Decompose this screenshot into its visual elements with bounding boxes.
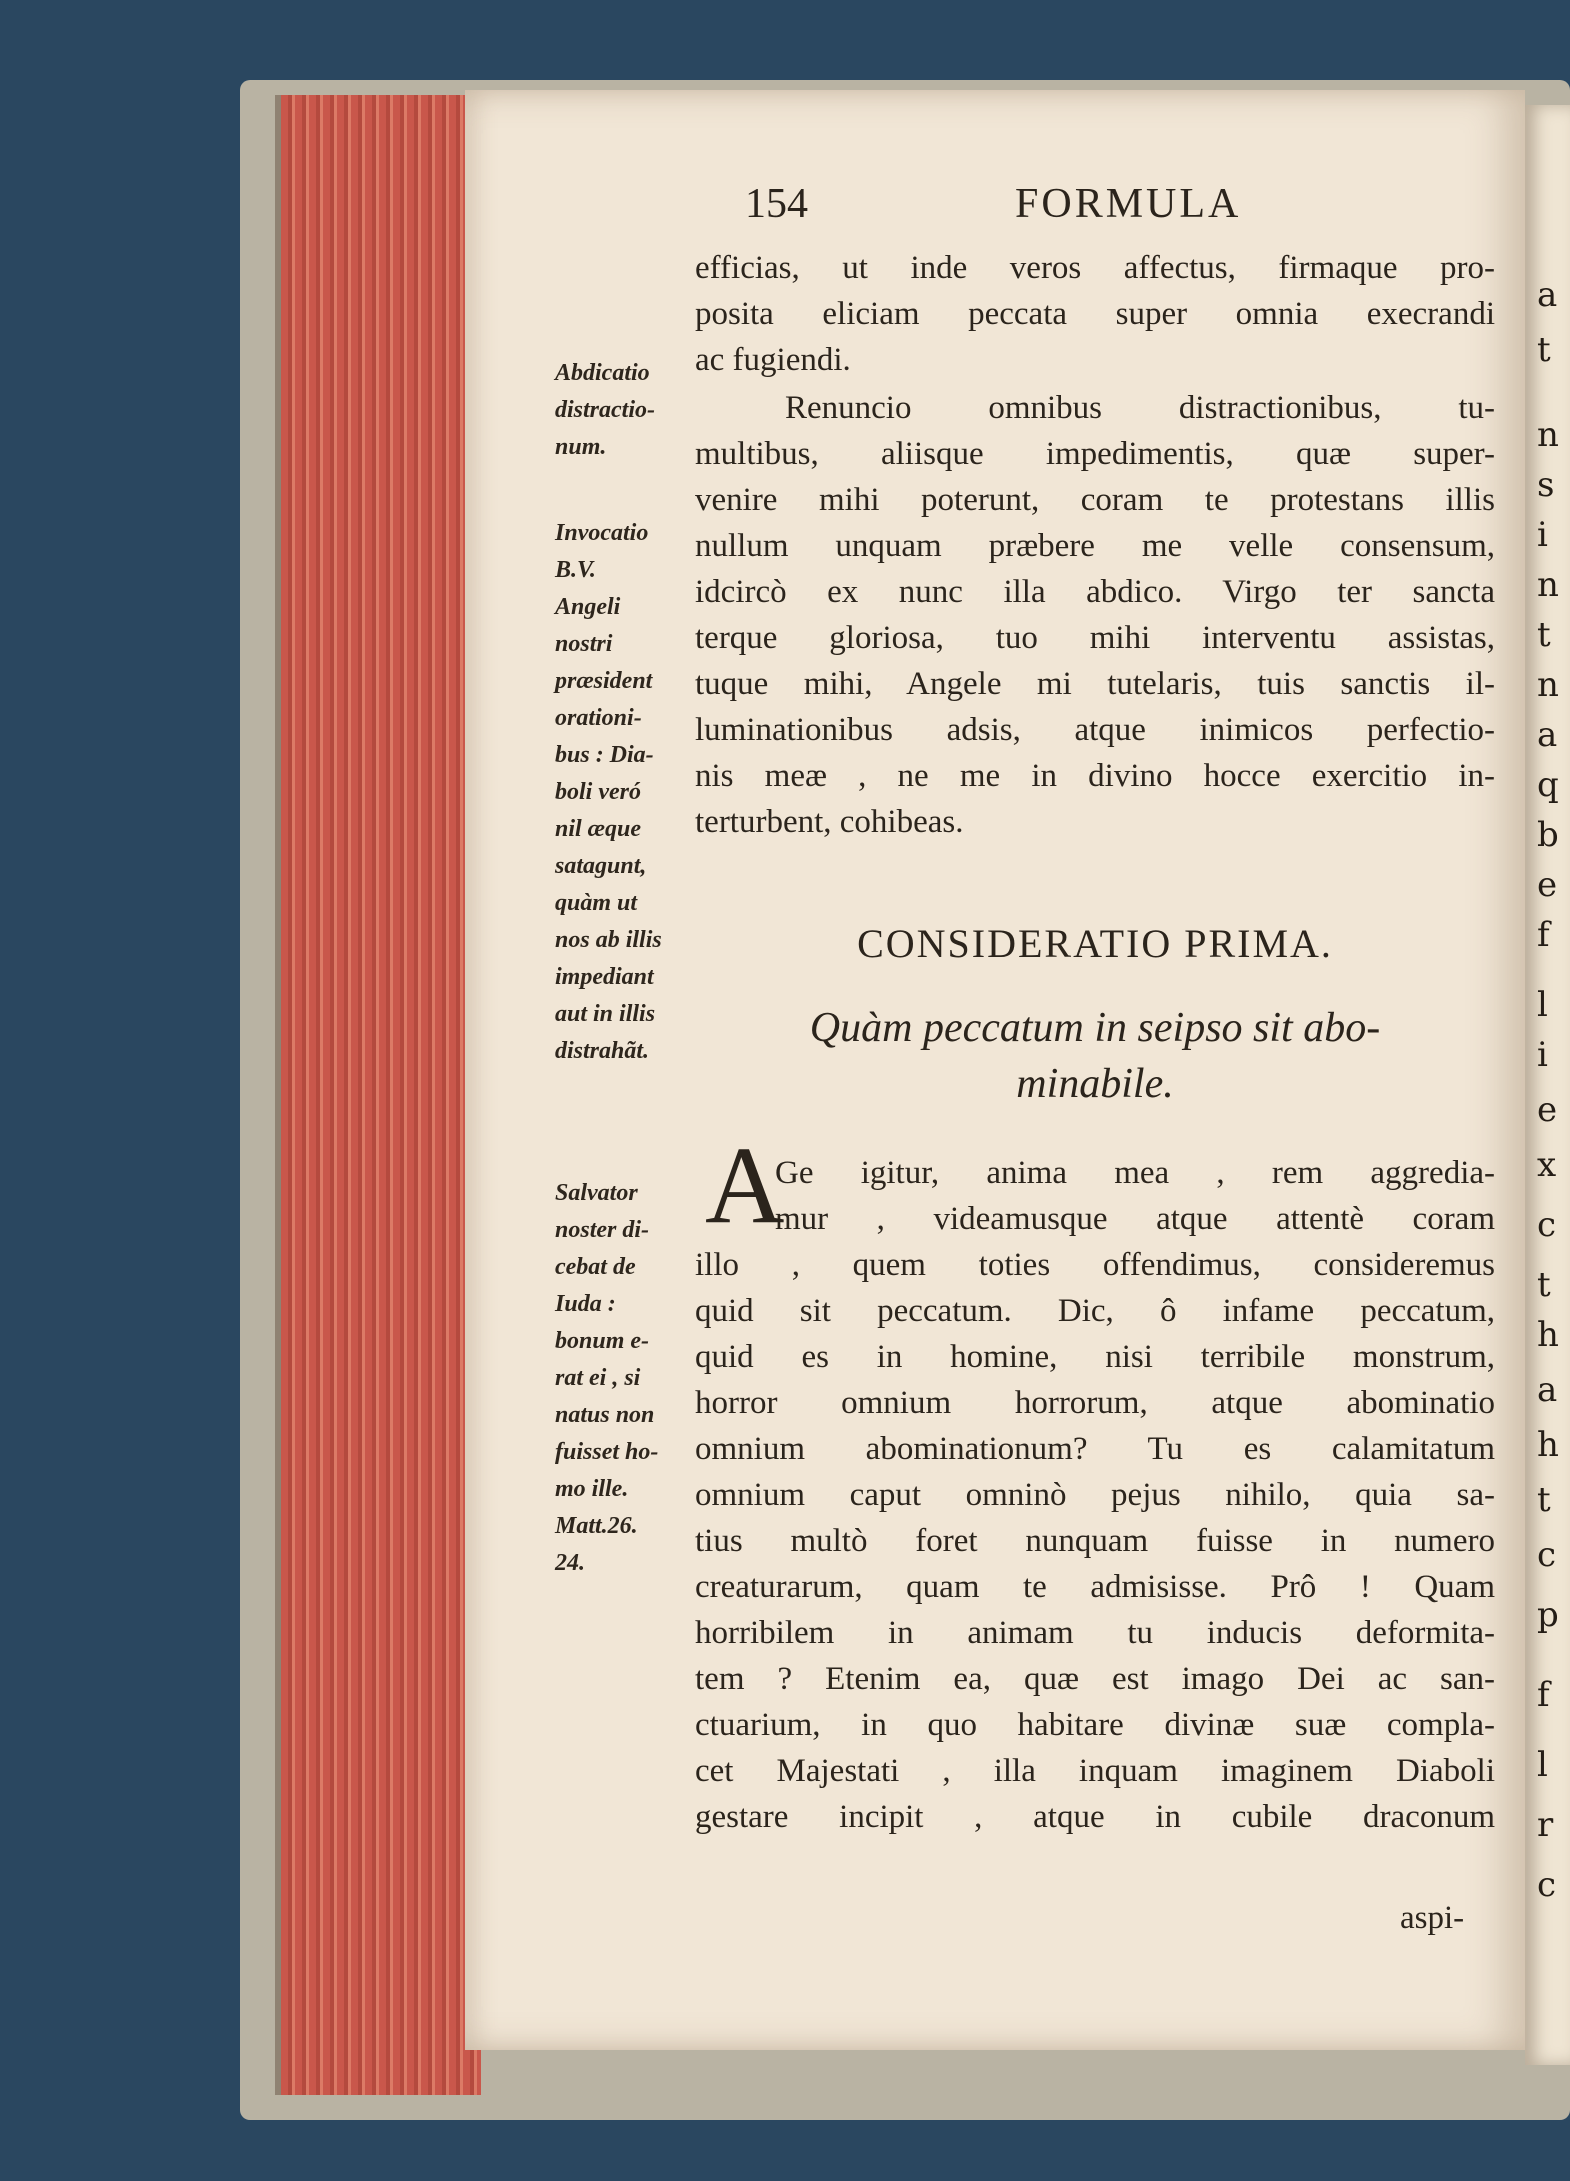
next-page-letter: p — [1537, 1595, 1559, 1635]
text-line: horribilem in animam tu inducis deformita- — [695, 1615, 1495, 1651]
running-head: FORMULA — [1015, 181, 1242, 227]
section-subtitle — [695, 1000, 1495, 1112]
next-page-strip — [1525, 105, 1570, 2065]
margin-note-line: distrahãt. — [555, 1038, 650, 1064]
margin-note-line: cebat de — [555, 1254, 636, 1280]
text-line: idcircò ex nunc illa abdico. Virgo ter sancta — [695, 574, 1495, 610]
text-line: omnium abominationum? Tu es calamitatum — [695, 1431, 1495, 1467]
margin-note-line: satagunt, — [555, 853, 647, 879]
next-page-letter: b — [1537, 815, 1559, 855]
next-page-letter: e — [1537, 1090, 1558, 1130]
margin-note-line: 24. — [555, 1550, 585, 1576]
next-page-letter: h — [1537, 1425, 1559, 1465]
next-page-letter: s — [1537, 465, 1555, 505]
margin-note-line: bonum e- — [555, 1328, 650, 1354]
next-page-letter: a — [1537, 275, 1558, 315]
margin-note-line: rat ei , si — [555, 1365, 641, 1391]
next-page-letter: c — [1537, 1865, 1557, 1905]
text-line: ac fugiendi. — [695, 342, 851, 378]
text-line: quid es in homine, nisi terribile monstrum, — [695, 1339, 1495, 1375]
text-line: Renuncio omnibus distractionibus, tu- — [785, 390, 1495, 426]
page-header — [745, 180, 1305, 230]
margin-note-line: nostri — [555, 631, 613, 657]
page-edges — [275, 95, 481, 2095]
margin-note-line: Angeli — [555, 594, 621, 620]
text-line: mur , videamusque atque attentè coram — [775, 1201, 1495, 1237]
margin-note-salvator — [555, 1175, 715, 1582]
catchword: aspi- — [1400, 1900, 1465, 1936]
margin-note-line: distractio- — [555, 397, 655, 423]
margin-note-line: noster di- — [555, 1217, 650, 1243]
next-page-letter: t — [1537, 330, 1551, 370]
margin-note-line: bus : Dia- — [555, 742, 654, 768]
margin-note-line: præsident — [555, 668, 653, 694]
text-line: ctuarium, in quo habitare divinæ suæ compla- — [695, 1707, 1495, 1743]
next-page-letter: c — [1537, 1535, 1557, 1575]
text-line: terque gloriosa, tuo mihi interventu assistas, — [695, 620, 1495, 656]
next-page-letter: q — [1537, 765, 1559, 805]
margin-note-line: natus non — [555, 1402, 655, 1428]
text-line: cet Majestati , illa inquam imaginem Diaboli — [695, 1753, 1495, 1789]
text-line: tius multò foret nunquam fuisse in numero — [695, 1523, 1495, 1559]
text-line: tem ? Etenim ea, quæ est imago Dei ac san- — [695, 1661, 1495, 1697]
next-page-letter: h — [1537, 1315, 1559, 1355]
margin-note-line: Invocatio — [555, 520, 649, 546]
text-line: multibus, aliisque impedimentis, quæ super- — [695, 436, 1495, 472]
next-page-letter: n — [1537, 415, 1559, 455]
text-line: nullum unquam præbere me velle consensum, — [695, 528, 1495, 564]
third-paragraph — [695, 1150, 1495, 1840]
margin-note-line: aut in illis — [555, 1001, 656, 1027]
text-line: venire mihi poterunt, coram te protestans illis — [695, 482, 1495, 518]
margin-note-line: mo ille. — [555, 1476, 629, 1502]
text-line: terturbent, cohibeas. — [695, 804, 964, 840]
top-paragraph — [695, 245, 1495, 383]
next-page-letter: l — [1537, 985, 1548, 1025]
text-line: horror omnium horrorum, atque abominatio — [695, 1385, 1495, 1421]
text-line: gestare incipit , atque in cubile draconum — [695, 1799, 1495, 1835]
next-page-letter: l — [1537, 1745, 1548, 1785]
text-line: posita eliciam peccata super omnia execrandi — [695, 296, 1495, 332]
next-page-letter: a — [1537, 715, 1558, 755]
margin-note-invocatio — [555, 515, 715, 1070]
text-line: tuque mihi, Angele mi tutelaris, tuis sanctis il- — [695, 666, 1495, 702]
next-page-letter: i — [1537, 515, 1548, 555]
subtitle-line: Quàm peccatum in seipso sit abo- — [809, 1005, 1381, 1051]
margin-note-line: impediant — [555, 964, 654, 990]
next-page-letter: t — [1537, 1480, 1551, 1520]
text-line: quid sit peccatum. Dic, ô infame peccatum, — [695, 1293, 1495, 1329]
subtitle-line: minabile. — [1016, 1061, 1174, 1107]
next-page-letter: n — [1537, 565, 1559, 605]
text-line: illo , quem toties offendimus, consideremus — [695, 1247, 1495, 1283]
text-line: nis meæ , ne me in divino hocce exercitio in- — [695, 758, 1495, 794]
margin-note-line: fuisset ho- — [555, 1439, 659, 1465]
next-page-letter: x — [1537, 1145, 1557, 1185]
second-paragraph — [695, 385, 1495, 845]
margin-note-line: quàm ut — [555, 890, 638, 916]
margin-note-line: boli veró — [555, 779, 641, 805]
page-number: 154 — [745, 181, 808, 227]
next-page-letter: n — [1537, 665, 1559, 705]
text-line: efficias, ut inde veros affectus, firmaque pro- — [695, 250, 1495, 286]
next-page-letter: f — [1537, 1675, 1550, 1715]
drop-cap: A — [705, 1124, 785, 1246]
next-page-letter: t — [1537, 615, 1551, 655]
next-page-letter: r — [1537, 1805, 1554, 1845]
next-page-letter: i — [1537, 1035, 1548, 1075]
text-line: omnium caput omninò pejus nihilo, quia sa- — [695, 1477, 1495, 1513]
margin-note-abdicatio — [555, 355, 715, 466]
margin-note-line: Salvator — [555, 1180, 638, 1206]
next-page-letter: a — [1537, 1370, 1558, 1410]
margin-note-line: B.V. — [555, 557, 596, 583]
margin-note-line: Iuda : — [555, 1291, 616, 1317]
margin-note-line: Abdicatio — [555, 360, 650, 386]
margin-note-line: nos ab illis — [555, 927, 662, 953]
margin-note-line: orationi- — [555, 705, 642, 731]
margin-note-line: Matt.26. — [555, 1513, 638, 1539]
next-page-letter: e — [1537, 865, 1558, 905]
section-title: CONSIDERATIO PRIMA. — [857, 921, 1333, 966]
margin-note-line: nil æque — [555, 816, 642, 842]
text-line: creaturarum, quam te admisisse. Prô ! Quam — [695, 1569, 1495, 1605]
text-line: luminationibus adsis, atque inimicos perfectio- — [695, 712, 1495, 748]
next-page-letter: f — [1537, 915, 1550, 955]
text-line: Ge igitur, anima mea , rem aggredia- — [775, 1155, 1495, 1191]
margin-note-line: num. — [555, 434, 607, 460]
next-page-letter: c — [1537, 1205, 1557, 1245]
next-page-letter: t — [1537, 1265, 1551, 1305]
